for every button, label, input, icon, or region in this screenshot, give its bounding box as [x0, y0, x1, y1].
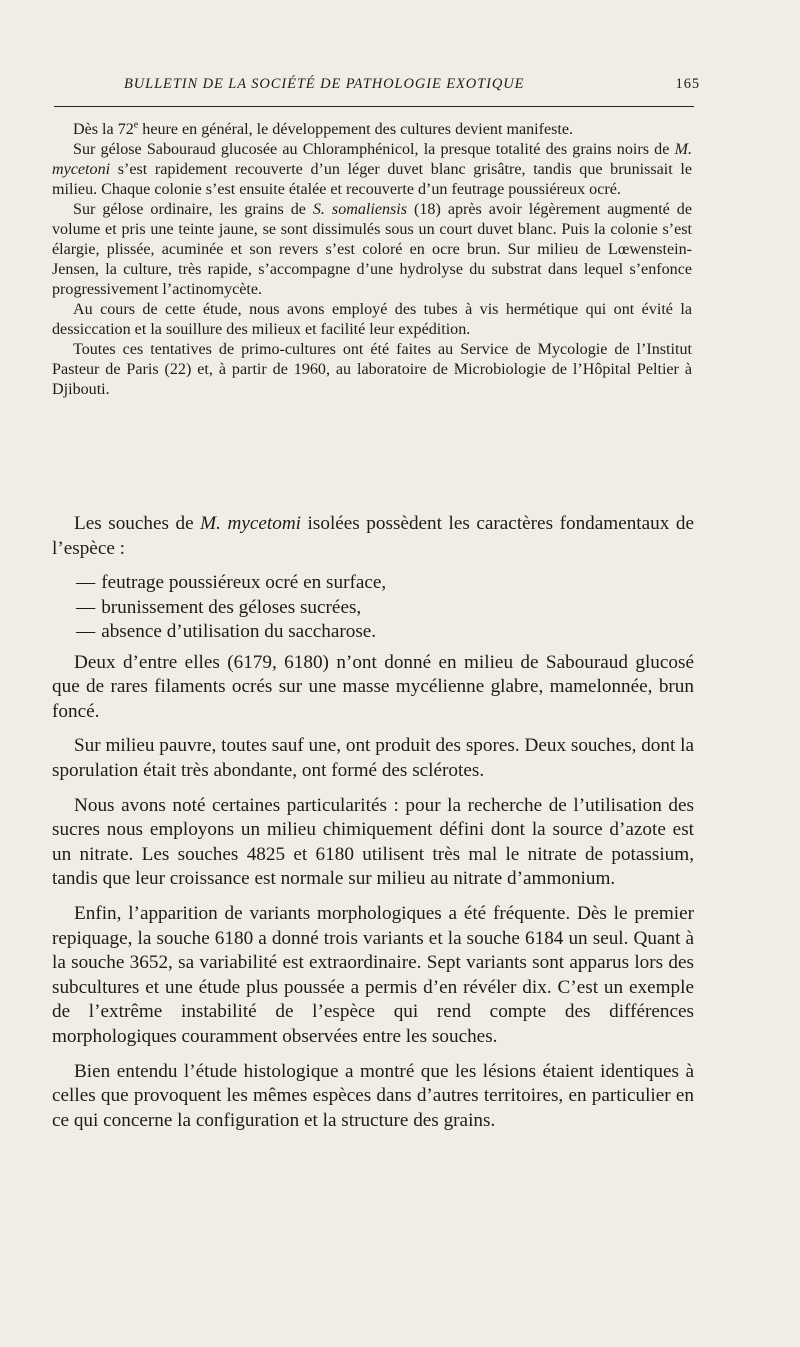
characteristics-list: [52, 571, 694, 645]
list-item: — brunissement des géloses sucrées,: [76, 596, 362, 618]
species-name: M. mycetomi: [200, 513, 302, 534]
paragraph-spores: Sur milieu pauvre, toutes sauf une, ont produit des spores. Deux souches, dont la sporulation était très abondante, ont formé des sclérotes.: [52, 735, 694, 782]
paragraph-particularities: Nous avons noté certaines particularités : pour la recherche de l’utilisation des sucres nous employons un milieu chimiquement défini dont la source d’azote est un nitrate. Les souches 4825 et 6180 utilisent très mal le nitrate de potassium, tandis que leur croissance est normale sur milieu au nitrate d’ammonium.: [52, 794, 694, 890]
header-rule: [54, 106, 694, 107]
paragraph-intro: Les souches de M. mycetomi isolées possèdent les caractères fondamentaux de l’espèce :: [52, 513, 694, 559]
page-number: 165: [675, 76, 700, 92]
paragraph-culture-timing: Dès la 72e heure en général, le développement des cultures devient manifeste.: [73, 119, 574, 138]
paragraph-tubes: Au cours de cette étude, nous avons employé des tubes à vis hermétique qui ont évité la dessiccation et la souillure des milieux et facilité leur expédition.: [52, 301, 692, 338]
paragraph-sabouraud: Sur gélose Sabouraud glucosée au Chloramphénicol, la presque totalité des grains noirs de M. mycetoni s’est rapidement recouverte d’un léger duvet blanc grisâtre, tandis que brunissait le milieu. Chaque colonie s’est ensuite étalée et recouverte d’un feutrage poussiéreux ocré.: [52, 141, 692, 198]
paragraph-histology: Bien entendu l’étude histologique a montré que les lésions étaient identiques à celles que provoquent les mêmes espèces dans d’autres territoires, en particulier en ce qui concerne la configuration et la structure des grains.: [52, 1060, 694, 1131]
paragraph-variants: Enfin, l’apparition de variants morphologiques a été fréquente. Dès le premier repiquage, la souche 6180 a donné trois variants et la souche 6184 un seul. Quant à la souche 3652, sa variabilité est extraordinaire. Sept variants sont apparus lors des subcultures et une étude plus poussée a permis d’en révéler dix. C’est un exemple de l’extrême instabilité de l’espèce qui rend compte des différences morphologiques couramment observées entre les souches.: [52, 903, 694, 1047]
paragraph-primo-cultures: Toutes ces tentatives de primo-cultures ont été faites au Service de Mycologie de l’Institut Pasteur de Paris (22) et, à partir de 1960, au laboratoire de Microbiologie de l’Hôpital Peltier à Djibouti.: [52, 341, 692, 398]
small-print-section: [52, 120, 692, 400]
list-item: — absence d’utilisation du saccharose.: [76, 621, 377, 643]
journal-title: BULLETIN DE LA SOCIÉTÉ DE PATHOLOGIE EXOTIQUE: [124, 76, 525, 92]
main-text-section: [52, 512, 694, 1143]
paragraph-strains-6179-6180: Deux d’entre elles (6179, 6180) n’ont donné en milieu de Sabouraud glucosé que de rares filaments ocrés sur une masse mycélienne glabre, mamelonnée, brun foncé.: [52, 651, 694, 722]
species-name: S. somaliensis: [312, 201, 408, 218]
list-item: — feutrage poussiéreux ocré en surface,: [76, 572, 387, 594]
paragraph-gelose-ordinaire: Sur gélose ordinaire, les grains de S. somaliensis (18) après avoir légèrement augmenté de volume et pris une teinte jaune, se sont dissimulés sous un court duvet blanc. Puis la colonie s’est élargie, plissée, acuminée et son revers s’est coloré en ocre brun. Sur milieu de Lœwenstein-Jensen, la culture, très rapide, s’accompagne d’une hydrolyse du substrat dans lequel s’enfonce progressivement l’actinomycète.: [52, 201, 693, 298]
species-name: M. mycetoni: [52, 141, 692, 178]
